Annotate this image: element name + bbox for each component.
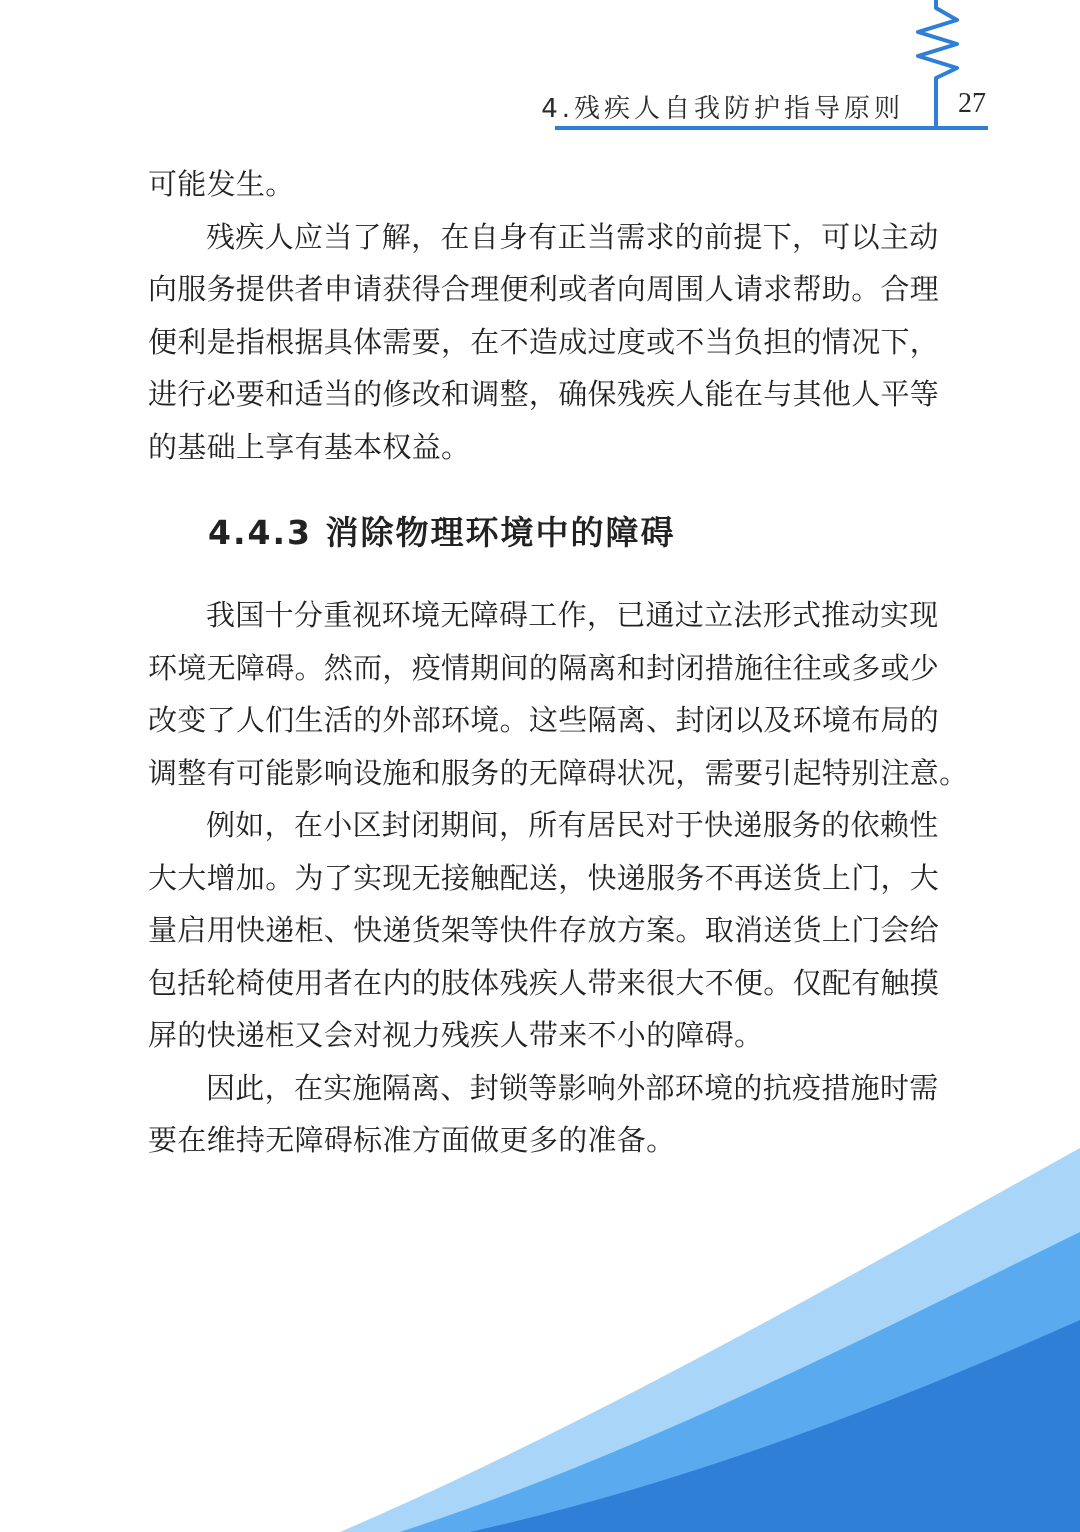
text-line: 我国十分重视环境无障碍工作，已通过立法形式推动实现 (206, 598, 939, 632)
text-line: 因此，在实施隔离、封锁等影响外部环境的抗疫措施时需 (206, 1070, 939, 1105)
paragraph-conclusion (148, 1062, 948, 1167)
text-line: 的基础上享有基本权益。 (148, 429, 471, 464)
text-line: 向服务提供者申请获得合理便利或者向周围人请求帮助。合理 (148, 272, 940, 306)
paragraph-continuation (148, 158, 948, 211)
text-line: 要在维持无障碍标准方面做更多的准备。 (148, 1123, 676, 1157)
body-text (148, 158, 969, 1167)
text-line: 大大增加。为了实现无接触配送，快递服务不再送货上门，大 (148, 860, 940, 895)
page-number: 27 (958, 88, 986, 119)
text-line: 例如，在小区封闭期间，所有居民对于快递服务的依赖性 (206, 808, 939, 842)
section-heading: 4.4.3 消除物理环境中的障碍 (208, 513, 676, 552)
text-line: 调整有可能影响设施和服务的无障碍状况，需要引起特别注意。 (148, 755, 969, 790)
text-line: 包括轮椅使用者在内的肢体残疾人带来很大不便。仅配有触摸 (148, 965, 940, 1000)
text-line: 残疾人应当了解，在自身有正当需求的前提下，可以主动 (206, 219, 939, 254)
paragraph-reasonable-accommodation (148, 211, 948, 474)
text-line: 改变了人们生活的外部环境。这些隔离、封闭以及环境布局的 (148, 703, 940, 737)
text-line: 可能发生。 (148, 167, 295, 201)
paragraph-accessibility-policy (148, 589, 969, 799)
text-line: 便利是指根据具体需要，在不造成过度或不当负担的情况下， (148, 324, 940, 359)
running-header-chapter-title: 4.残疾人自我防护指导原则 (541, 94, 904, 124)
text-line: 量启用快递柜、快递货架等快件存放方案。取消送货上门会给 (148, 913, 940, 947)
header-zigzag-ornament (918, 0, 957, 128)
paragraph-delivery-example (148, 799, 948, 1062)
text-line: 进行必要和适当的修改和调整，确保残疾人能在与其他人平等 (148, 377, 940, 411)
text-line: 环境无障碍。然而，疫情期间的隔离和封闭措施往往或多或少 (148, 650, 940, 685)
text-line: 屏的快递柜又会对视力残疾人带来不小的障碍。 (148, 1018, 764, 1052)
